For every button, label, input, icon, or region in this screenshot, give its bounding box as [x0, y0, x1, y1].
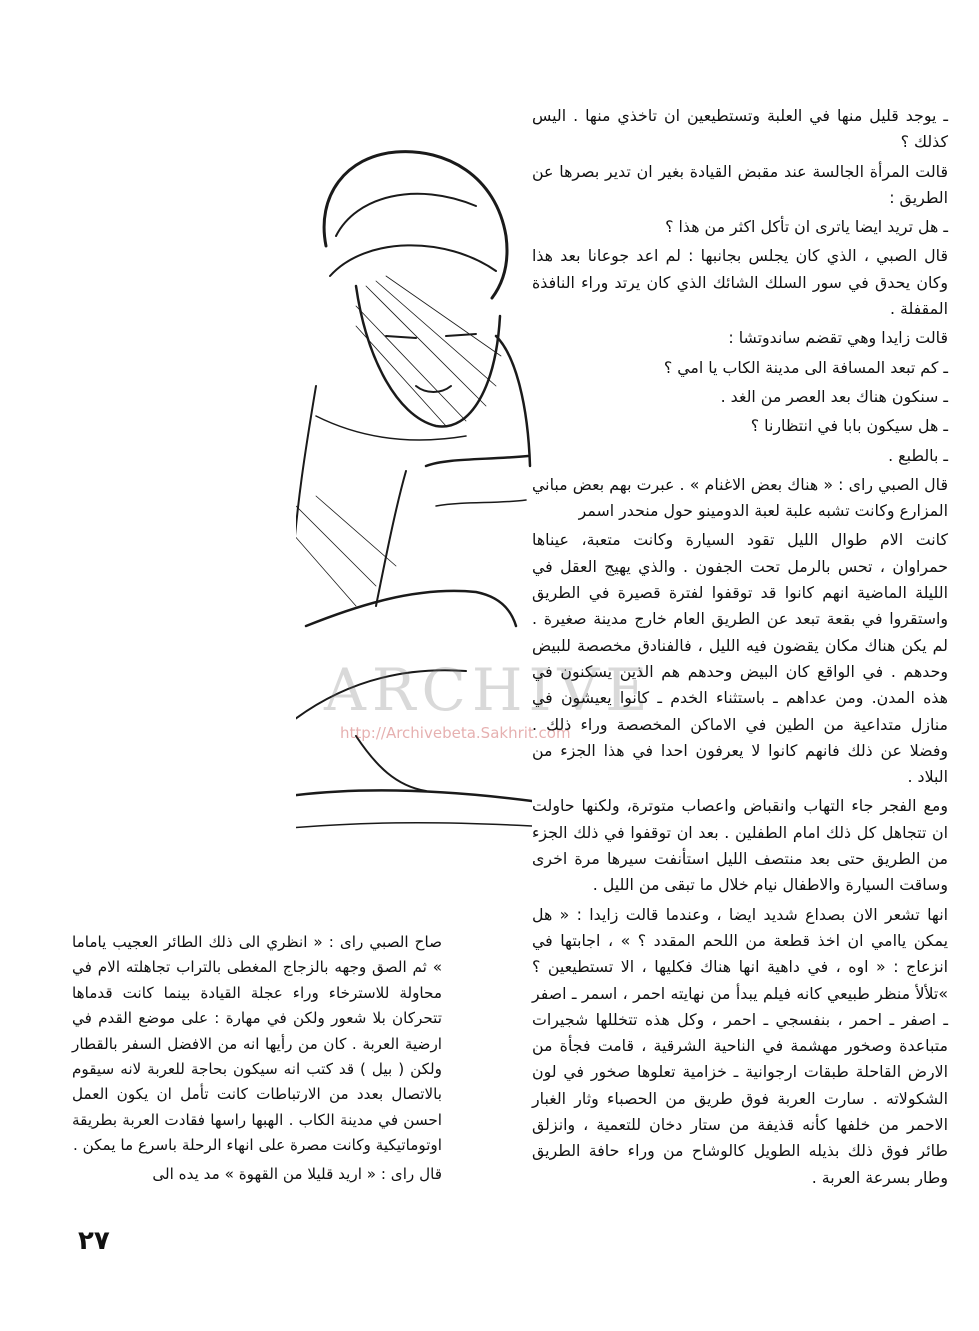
paragraph: قالت المرأة الجالسة عند مقبض القيادة بغير ان تدير بصرها عن الطريق : [532, 161, 948, 207]
paragraph: صاح الصبي راى : « انظري الى ذلك الطائر العجيب ياماما » ثم الصق وجهه بالزجاج المغطى بالتراب تجاهلته الام في محاولة للاسترخاء وراء عجلة القيادة بينما كانت قدماها تتحركان بلا شعور ولكن في مهارة : على موضع القدم في ارضية العربة . كان من رأيها انه من الافضل السفر بالقطار ولكن ( بيل ) قد كتب انه سيكون بحاجة للعربة لانه سيقوم بالاتصال بعدد من الارتباطات كانت تأمل ان يكون العمل احسن في مدينة الكاب . الهبها راسها فقادت العربة بطريقة اوتوماتيكية وكانت مصرة على انهاء الرحلة باسرع ما يمكن . [72, 933, 442, 1155]
watermark-text: ARCHIVE [324, 656, 654, 724]
paragraph: ـ هل سيكون بابا في انتظارنا ؟ [750, 416, 948, 436]
boy-drawing-illustration-icon [296, 86, 532, 886]
right-text-column [532, 103, 948, 1191]
paragraph: ومع الفجر جاء التهاب وانقباض واعصاب متوترة، ولكنها حاولت ان تتجاهل كل ذلك امام الطفلين . بعد ان توقفوا في ذلك الجزء من الطريق حتى بعد منتصف الليل استأنفت سيرها مرة اخرى وساقت السيارة والاطفال نيام خلال ما تبقى من الليل . [532, 796, 948, 895]
watermark-url: http://Archivebeta.Sakhrit.com [340, 724, 571, 742]
paragraph: انها تشعر الان بصداع شديد ايضا ، وعندما قالت زايدا : « هل يمكن ياامي ان اخذ قطعة من اللحم المقدد ؟ » ، اجابتها في انزعاج : « اوه ، في داهية انها هناك فكليها ، الا تستطيعين ؟ »تلألأ منظر طبيعي كانه فيلم يبدأ من نهايته احمر ، اسمر ـ اصفر ـ اصفر ـ احمر ، بنفسجي ـ احمر ، وكل هذه تتخللها شجيرات متباعدة وصخور مهشمة في الناحية الشرقية ، قامت فجأة من الارض القاحلة طبقات ارجوانية ـ خزامية تعلوها صخور في لون الشكولاته . سارت العربة فوق طريق من الحصباء وثار الغبار الاحمر من خلفها كأنه قذيفة من ستار دخان للتعمية ، وانزلق طائر فوق ذلك بذيله الطويل كالوشاح من وراء حافة الطريق وطار بسرعة العربة . [532, 904, 948, 1187]
paragraph: ـ هل تريد ايضا ياترى ان تأكل اكثر من هذا ؟ [665, 217, 948, 237]
paragraph: ـ بالطبع . [888, 445, 948, 465]
paragraph: ـ سنكون هناك بعد العصر من الغد . [720, 386, 948, 406]
paragraph: قال الصبي راى : « هناك بعض الاغنام » . عبرت بهم بعض مباني المزارع وكانت تشبه علبة لعبة الدومينو حول منحدر اسمر [532, 474, 948, 521]
paragraph: كانت الام طوال الليل تقود السيارة وكانت متعبة، عيناها حمراوان ، تحس بالرمل تحت الجفون . والذي يهيج العقل في الليلة الماضية انهم كانوا قد توقفوا لفترة قصيرة في الطريق واستقروا في بقعة تبعد عن الطريق العام خارج مدينة صغيرة . لم يكن هناك مكان يقضون فيه الليل ، فالفنادق مخصصة للبيض وحدهم . في الواقع كان البيض وحدهم هم الذين يسكنون في هذه المدن. ومن عداهم ـ باستثناء الخدم ـ كانوا يعيشون في منازل متداعية من الطين في الاماكن المخصصة وراء ذلك . وفضلا عن ذلك فانهم كانوا لا يعرفون احدا في هذا الجزء من البلاد . [532, 530, 948, 787]
paragraph: قال راى : « اريد قليلا من القهوة » مد يده الى [152, 1164, 442, 1183]
left-text-column [72, 930, 442, 1187]
page-number: ٢٧ [78, 1226, 110, 1256]
paragraph: قالت زايدا وهي تقضم ساندوتشا : [728, 328, 948, 348]
paragraph: قال الصبي ، الذي كان يجلس بجانبها : لم اعد جوعانا بعد هذا وكان يحدق في سور السلك الشائك الذي كان يرتد وراء النافذة المقفلة . [532, 246, 948, 319]
paragraph: ـ كم تبعد المسافة الى مدينة الكاب يا امي ؟ [663, 357, 948, 377]
paragraph: ـ يوجد قليل منها في العلبة وتستطيعين ان تاخذي منها . اليس كذلك ؟ [532, 106, 948, 152]
